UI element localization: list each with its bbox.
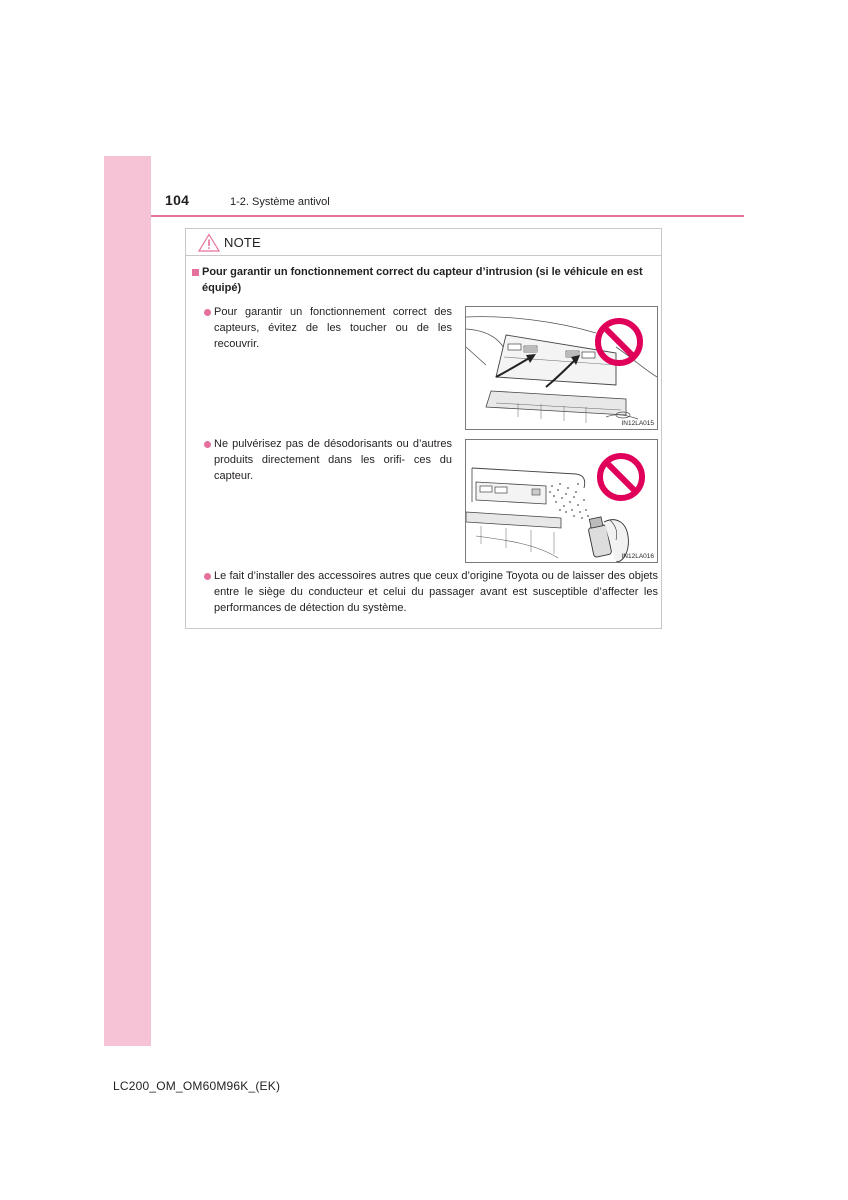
note-label: NOTE [224, 235, 261, 250]
note-header [186, 229, 661, 256]
bullet-text-2: Ne pulvérisez pas de désodorisants ou d’autres produits directement dans les orifi- ces du capteur. [214, 438, 452, 482]
illustration-sensor-touch [465, 306, 658, 430]
note-heading: Pour garantir un fonctionnement correct du capteur d’intrusion (si le véhicule en est équipé) [202, 266, 643, 294]
section-title: 1-2. Système antivol [230, 196, 330, 208]
bullet-icon [204, 573, 211, 580]
illustration-spray [465, 439, 658, 563]
footer-code: LC200_OM_OM60M96K_(EK) [113, 1079, 281, 1093]
warning-triangle-icon [198, 233, 220, 252]
header-rule [151, 215, 744, 217]
bullet-icon [204, 309, 211, 316]
heading-square-icon [192, 269, 199, 276]
illustration-code: IN12LA016 [621, 553, 654, 560]
illustration-code: IN12LA015 [621, 420, 654, 427]
note-box [185, 228, 662, 629]
side-tab [104, 156, 151, 1046]
bullet-text-1: Pour garantir un fonctionnement correct des capteurs, évitez de les toucher ou de les recouvrir. [214, 306, 452, 350]
bullet-icon [204, 441, 211, 448]
spray-drawing [466, 440, 657, 562]
page-number: 104 [165, 192, 190, 208]
sensor-touch-drawing [466, 307, 657, 429]
bullet-text-3: Le fait d’installer des accessoires autres que ceux d’origine Toyota ou de laisser des objets entre le siège du conducteur et celui du passager avant est susceptible d’affecter les performances de détection du système. [214, 570, 658, 614]
